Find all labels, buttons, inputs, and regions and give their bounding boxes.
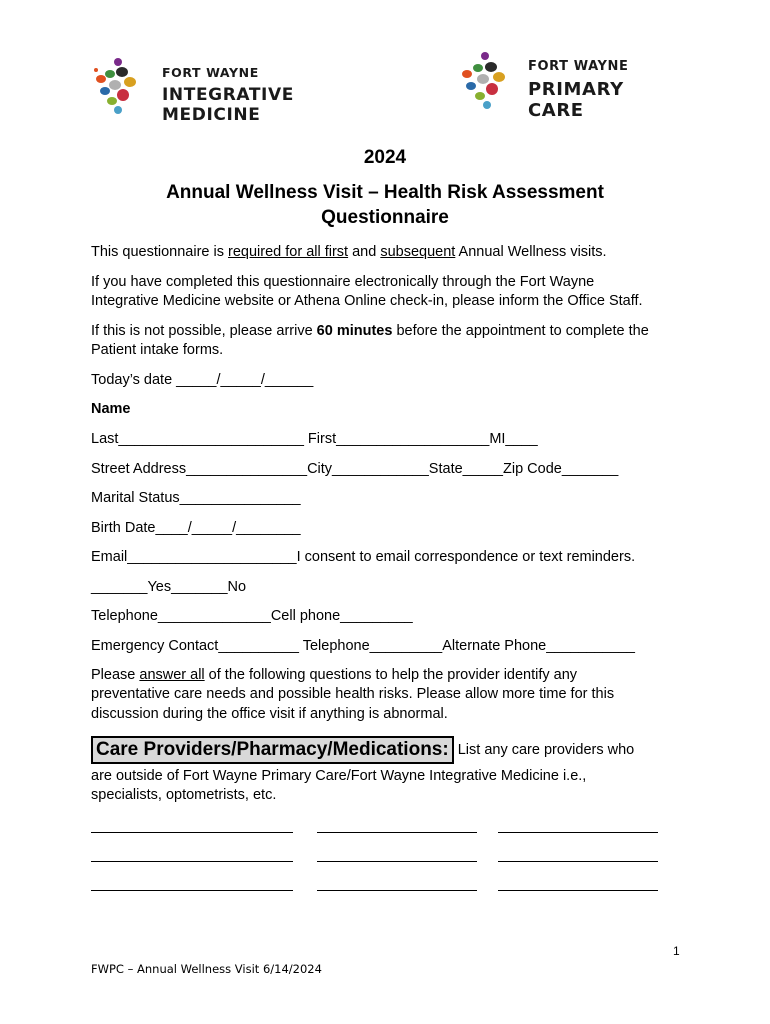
care-providers-line2: are outside of Fort Wayne Primary Care/Fort Wayne Integrative Medicine i.e.,: [91, 768, 587, 784]
logo-integrative-medicine: [88, 52, 378, 125]
logo-right-line2: PRIMARY CARE: [528, 79, 624, 121]
logo-mark-icon: [88, 52, 148, 118]
instructions-line3: discussion during the office visit if anything is abnormal.: [91, 706, 448, 722]
marital-status-field[interactable]: Marital Status_______________: [91, 490, 301, 506]
name-fields[interactable]: Last_______________________ First___________________MI____: [91, 431, 538, 447]
logo-mark-icon: [455, 48, 515, 114]
todays-date-field[interactable]: Today’s date _____/_____/______: [91, 372, 314, 388]
emergency-contact-fields[interactable]: Emergency Contact__________ Telephone_________Alternate Phone___________: [91, 638, 635, 654]
provider-blank-1-3[interactable]: [498, 832, 658, 833]
intro-paragraph-2-line1: If you have completed this questionnaire electronically through the Fort Wayne: [91, 274, 595, 290]
provider-blank-3-1[interactable]: [91, 890, 293, 891]
care-providers-line3: specialists, optometrists, etc.: [91, 787, 277, 803]
intro-paragraph-3-line2: Patient intake forms.: [91, 342, 224, 358]
intro-paragraph-2-line2: Integrative Medicine website or Athena Online check-in, please inform the Office Staff.: [91, 293, 643, 309]
name-heading: Name: [91, 401, 131, 417]
logo-left-line1: FORT WAYNE: [162, 65, 259, 80]
provider-blank-3-2[interactable]: [317, 890, 477, 891]
telephone-fields[interactable]: Telephone______________Cell phone_________: [91, 608, 413, 624]
care-providers-heading: Care Providers/Pharmacy/Medications:: [91, 736, 454, 764]
intro-paragraph-3-line1: If this is not possible, please arrive 60 minutes before the appointment to complete the: [91, 323, 649, 339]
intro-paragraph-1: This questionnaire is required for all first and subsequent Annual Wellness visits.: [91, 244, 607, 260]
form-title-line2: Questionnaire: [321, 207, 449, 228]
provider-blank-2-2[interactable]: [317, 861, 477, 862]
instructions-line1: Please answer all of the following questions to help the provider identify any: [91, 667, 578, 683]
instructions-line2: preventative care needs and possible health risks. Please allow more time for this: [91, 686, 615, 702]
address-fields[interactable]: Street Address_______________City____________State_____Zip Code_______: [91, 461, 619, 477]
logo-primary-care: [455, 48, 685, 121]
footer-text: FWPC – Annual Wellness Visit 6/14/2024: [91, 962, 322, 976]
care-providers-section-line1: Care Providers/Pharmacy/Medications: List any care providers who: [91, 736, 634, 764]
provider-blank-2-3[interactable]: [498, 861, 658, 862]
provider-blank-3-3[interactable]: [498, 890, 658, 891]
birth-date-field[interactable]: Birth Date____/_____/________: [91, 520, 301, 536]
provider-blank-1-2[interactable]: [317, 832, 477, 833]
logo-right-line1: FORT WAYNE: [528, 59, 629, 74]
form-title-line1: Annual Wellness Visit – Health Risk Assessment: [166, 182, 604, 203]
email-field[interactable]: Email_____________________I consent to email correspondence or text reminders.: [91, 549, 636, 565]
page-number: 1: [673, 944, 680, 958]
email-consent-yes-no[interactable]: _______Yes_______No: [91, 579, 247, 595]
form-year: 2024: [363, 147, 407, 168]
logo-left-line2: INTEGRATIVE MEDICINE: [162, 85, 294, 125]
provider-blank-1-1[interactable]: [91, 832, 293, 833]
provider-blank-2-1[interactable]: [91, 861, 293, 862]
